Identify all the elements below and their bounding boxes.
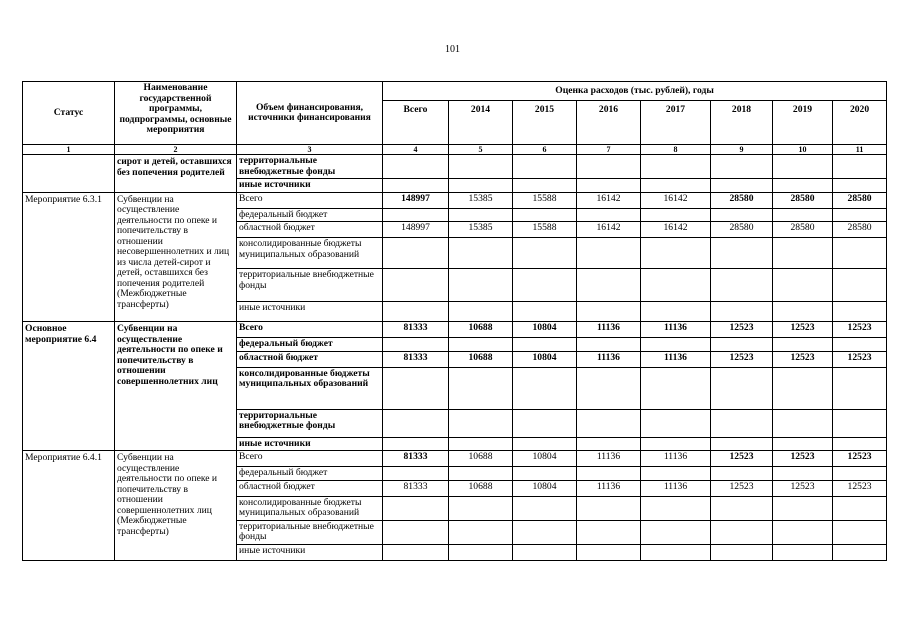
value-cell xyxy=(449,467,513,481)
value-cell xyxy=(773,208,833,222)
value-cell xyxy=(833,269,887,302)
value-cell: 16142 xyxy=(577,222,641,238)
value-cell xyxy=(577,467,641,481)
column-number: 7 xyxy=(577,145,641,155)
column-number: 2 xyxy=(115,145,237,155)
value-cell xyxy=(513,155,577,179)
value-cell xyxy=(513,269,577,302)
value-cell xyxy=(577,496,641,520)
value-cell xyxy=(833,409,887,437)
value-cell xyxy=(833,520,887,544)
header-year: 2014 xyxy=(449,101,513,145)
funding-source-cell: территориальные внебюджетные фонды xyxy=(237,409,383,437)
header-year: 2020 xyxy=(833,101,887,145)
funding-source-cell: федеральный бюджет xyxy=(237,467,383,481)
value-cell xyxy=(711,269,773,302)
measure-name-cell: сирот и детей, оставшихся без попечения родителей xyxy=(115,155,237,193)
value-cell xyxy=(711,367,773,409)
value-cell: 12523 xyxy=(833,480,887,496)
value-cell: 11136 xyxy=(641,451,711,467)
value-cell xyxy=(773,520,833,544)
measure-name-cell: Субвенции на осуществление деятельности по опеке и попечительству в отношении несовершеннолетних и лиц из числа детей-сирот и детей, оставшихся без попечения родителей (Межбюджетные трансферты) xyxy=(115,192,237,322)
value-cell: 81333 xyxy=(383,480,449,496)
value-cell: 10804 xyxy=(513,351,577,367)
funding-source-cell: территориальные внебюджетные фонды xyxy=(237,269,383,302)
value-cell xyxy=(711,155,773,179)
value-cell: 28580 xyxy=(833,222,887,238)
value-cell: 81333 xyxy=(383,322,449,338)
value-cell: 10804 xyxy=(513,322,577,338)
value-cell xyxy=(513,302,577,322)
value-cell xyxy=(773,367,833,409)
funding-source-cell: федеральный бюджет xyxy=(237,338,383,352)
value-cell xyxy=(577,520,641,544)
value-cell: 28580 xyxy=(773,192,833,208)
value-cell xyxy=(773,338,833,352)
value-cell xyxy=(833,496,887,520)
value-cell xyxy=(641,437,711,451)
value-cell xyxy=(449,338,513,352)
value-cell xyxy=(449,208,513,222)
value-cell: 11136 xyxy=(577,351,641,367)
value-cell: 28580 xyxy=(711,222,773,238)
value-cell xyxy=(641,238,711,269)
value-cell xyxy=(577,367,641,409)
value-cell xyxy=(773,238,833,269)
value-cell xyxy=(711,409,773,437)
column-number: 11 xyxy=(833,145,887,155)
column-number: 10 xyxy=(773,145,833,155)
value-cell xyxy=(577,208,641,222)
value-cell xyxy=(577,544,641,560)
value-cell xyxy=(711,496,773,520)
value-cell xyxy=(383,367,449,409)
value-cell: 12523 xyxy=(773,351,833,367)
value-cell xyxy=(383,544,449,560)
value-cell xyxy=(833,467,887,481)
value-cell: 28580 xyxy=(711,192,773,208)
page-number: 101 xyxy=(445,44,460,55)
column-number: 3 xyxy=(237,145,383,155)
header-funding-sources: Объем финансирования, источники финансирования xyxy=(237,82,383,145)
value-cell: 11136 xyxy=(577,451,641,467)
value-cell xyxy=(383,302,449,322)
value-cell xyxy=(449,367,513,409)
value-cell: 12523 xyxy=(711,322,773,338)
value-cell: 11136 xyxy=(577,322,641,338)
value-cell xyxy=(513,238,577,269)
value-cell xyxy=(383,155,449,179)
column-number: 5 xyxy=(449,145,513,155)
value-cell: 12523 xyxy=(773,322,833,338)
value-cell xyxy=(641,179,711,193)
value-cell xyxy=(513,367,577,409)
value-cell: 16142 xyxy=(577,192,641,208)
value-cell xyxy=(449,269,513,302)
value-cell xyxy=(641,208,711,222)
header-year: 2016 xyxy=(577,101,641,145)
value-cell xyxy=(711,338,773,352)
value-cell xyxy=(513,338,577,352)
header-year: 2015 xyxy=(513,101,577,145)
table-row xyxy=(23,192,887,208)
funding-source-cell: Всего xyxy=(237,322,383,338)
value-cell xyxy=(513,179,577,193)
value-cell: 10688 xyxy=(449,351,513,367)
value-cell xyxy=(773,467,833,481)
value-cell xyxy=(833,338,887,352)
table-row xyxy=(23,155,887,179)
value-cell xyxy=(711,544,773,560)
header-status: Статус xyxy=(23,82,115,145)
value-cell: 28580 xyxy=(773,222,833,238)
measure-name-cell: Субвенции на осуществление деятельности по опеке и попечительству в отношении совершеннолетних лиц (Межбюджетные трансферты) xyxy=(115,451,237,561)
value-cell xyxy=(577,179,641,193)
header-year: Всего xyxy=(383,101,449,145)
column-number: 4 xyxy=(383,145,449,155)
value-cell: 12523 xyxy=(711,451,773,467)
value-cell: 10804 xyxy=(513,451,577,467)
value-cell: 10804 xyxy=(513,480,577,496)
value-cell xyxy=(641,302,711,322)
value-cell: 12523 xyxy=(833,322,887,338)
status-cell: Мероприятие 6.4.1 xyxy=(23,451,115,561)
value-cell xyxy=(641,367,711,409)
value-cell: 15385 xyxy=(449,222,513,238)
value-cell: 81333 xyxy=(383,351,449,367)
value-cell: 11136 xyxy=(641,322,711,338)
value-cell xyxy=(641,520,711,544)
column-number: 8 xyxy=(641,145,711,155)
value-cell xyxy=(833,179,887,193)
value-cell xyxy=(833,437,887,451)
value-cell xyxy=(449,496,513,520)
value-cell xyxy=(641,467,711,481)
value-cell xyxy=(383,496,449,520)
value-cell: 12523 xyxy=(711,480,773,496)
value-cell: 10688 xyxy=(449,480,513,496)
value-cell xyxy=(711,179,773,193)
funding-source-cell: территориальные внебюджетные фонды xyxy=(237,520,383,544)
funding-source-cell: областной бюджет xyxy=(237,222,383,238)
value-cell xyxy=(383,269,449,302)
value-cell xyxy=(641,155,711,179)
value-cell xyxy=(577,155,641,179)
value-cell xyxy=(513,437,577,451)
value-cell xyxy=(513,409,577,437)
value-cell xyxy=(773,409,833,437)
value-cell xyxy=(383,409,449,437)
value-cell xyxy=(383,520,449,544)
value-cell xyxy=(773,179,833,193)
funding-source-cell: консолидированные бюджеты муниципальных образований xyxy=(237,238,383,269)
value-cell xyxy=(513,496,577,520)
value-cell xyxy=(711,520,773,544)
header-program-name: Наименование государственной программы, подпрограммы, основные мероприятия xyxy=(115,82,237,145)
value-cell: 15588 xyxy=(513,192,577,208)
value-cell xyxy=(833,208,887,222)
value-cell xyxy=(383,208,449,222)
value-cell: 12523 xyxy=(773,451,833,467)
value-cell xyxy=(641,409,711,437)
value-cell: 11136 xyxy=(641,351,711,367)
value-cell xyxy=(577,437,641,451)
value-cell xyxy=(449,437,513,451)
value-cell: 12523 xyxy=(773,480,833,496)
value-cell xyxy=(513,208,577,222)
value-cell xyxy=(449,409,513,437)
funding-source-cell: иные источники xyxy=(237,544,383,560)
funding-source-cell: иные источники xyxy=(237,302,383,322)
value-cell xyxy=(833,238,887,269)
value-cell xyxy=(577,409,641,437)
budget-table xyxy=(22,81,887,561)
value-cell xyxy=(449,179,513,193)
value-cell: 148997 xyxy=(383,192,449,208)
value-cell xyxy=(641,269,711,302)
value-cell xyxy=(641,338,711,352)
value-cell xyxy=(773,496,833,520)
funding-source-cell: территориальные внебюджетные фонды xyxy=(237,155,383,179)
header-year: 2017 xyxy=(641,101,711,145)
value-cell xyxy=(711,208,773,222)
value-cell xyxy=(383,238,449,269)
value-cell xyxy=(711,302,773,322)
value-cell xyxy=(711,238,773,269)
header-year: 2019 xyxy=(773,101,833,145)
value-cell xyxy=(833,302,887,322)
column-number: 1 xyxy=(23,145,115,155)
funding-source-cell: Всего xyxy=(237,192,383,208)
value-cell xyxy=(383,437,449,451)
value-cell xyxy=(449,238,513,269)
value-cell: 16142 xyxy=(641,192,711,208)
table-row xyxy=(23,451,887,467)
value-cell xyxy=(773,302,833,322)
value-cell xyxy=(641,544,711,560)
value-cell: 28580 xyxy=(833,192,887,208)
value-cell xyxy=(773,544,833,560)
value-cell xyxy=(449,520,513,544)
value-cell: 11136 xyxy=(577,480,641,496)
value-cell xyxy=(577,302,641,322)
column-number: 9 xyxy=(711,145,773,155)
value-cell xyxy=(449,544,513,560)
value-cell: 148997 xyxy=(383,222,449,238)
status-cell xyxy=(23,155,115,193)
column-number: 6 xyxy=(513,145,577,155)
value-cell xyxy=(773,437,833,451)
funding-source-cell: иные источники xyxy=(237,179,383,193)
value-cell xyxy=(641,496,711,520)
status-cell: Мероприятие 6.3.1 xyxy=(23,192,115,322)
value-cell: 12523 xyxy=(711,351,773,367)
value-cell xyxy=(449,302,513,322)
value-cell xyxy=(513,520,577,544)
status-cell: Основное мероприятие 6.4 xyxy=(23,322,115,451)
value-cell: 15588 xyxy=(513,222,577,238)
value-cell: 81333 xyxy=(383,451,449,467)
value-cell xyxy=(383,338,449,352)
value-cell xyxy=(449,155,513,179)
value-cell xyxy=(833,155,887,179)
funding-source-cell: консолидированные бюджеты муниципальных образований xyxy=(237,367,383,409)
header-year: 2018 xyxy=(711,101,773,145)
value-cell xyxy=(773,269,833,302)
value-cell: 16142 xyxy=(641,222,711,238)
funding-source-cell: областной бюджет xyxy=(237,480,383,496)
value-cell: 10688 xyxy=(449,322,513,338)
funding-source-cell: федеральный бюджет xyxy=(237,208,383,222)
value-cell xyxy=(833,544,887,560)
value-cell xyxy=(773,155,833,179)
measure-name-cell: Субвенции на осуществление деятельности по опеке и попечительству в отношении совершеннолетних лиц xyxy=(115,322,237,451)
header-expenses-title: Оценка расходов (тыс. рублей), годы xyxy=(383,82,887,101)
value-cell xyxy=(383,179,449,193)
value-cell: 11136 xyxy=(641,480,711,496)
value-cell xyxy=(711,437,773,451)
value-cell: 12523 xyxy=(833,451,887,467)
funding-source-cell: иные источники xyxy=(237,437,383,451)
value-cell xyxy=(577,338,641,352)
value-cell xyxy=(577,238,641,269)
funding-source-cell: областной бюджет xyxy=(237,351,383,367)
value-cell xyxy=(513,544,577,560)
value-cell: 10688 xyxy=(449,451,513,467)
value-cell xyxy=(513,467,577,481)
funding-source-cell: консолидированные бюджеты муниципальных образований xyxy=(237,496,383,520)
table-row xyxy=(23,322,887,338)
value-cell xyxy=(383,467,449,481)
value-cell: 15385 xyxy=(449,192,513,208)
value-cell: 12523 xyxy=(833,351,887,367)
value-cell xyxy=(711,467,773,481)
value-cell xyxy=(833,367,887,409)
value-cell xyxy=(577,269,641,302)
funding-source-cell: Всего xyxy=(237,451,383,467)
